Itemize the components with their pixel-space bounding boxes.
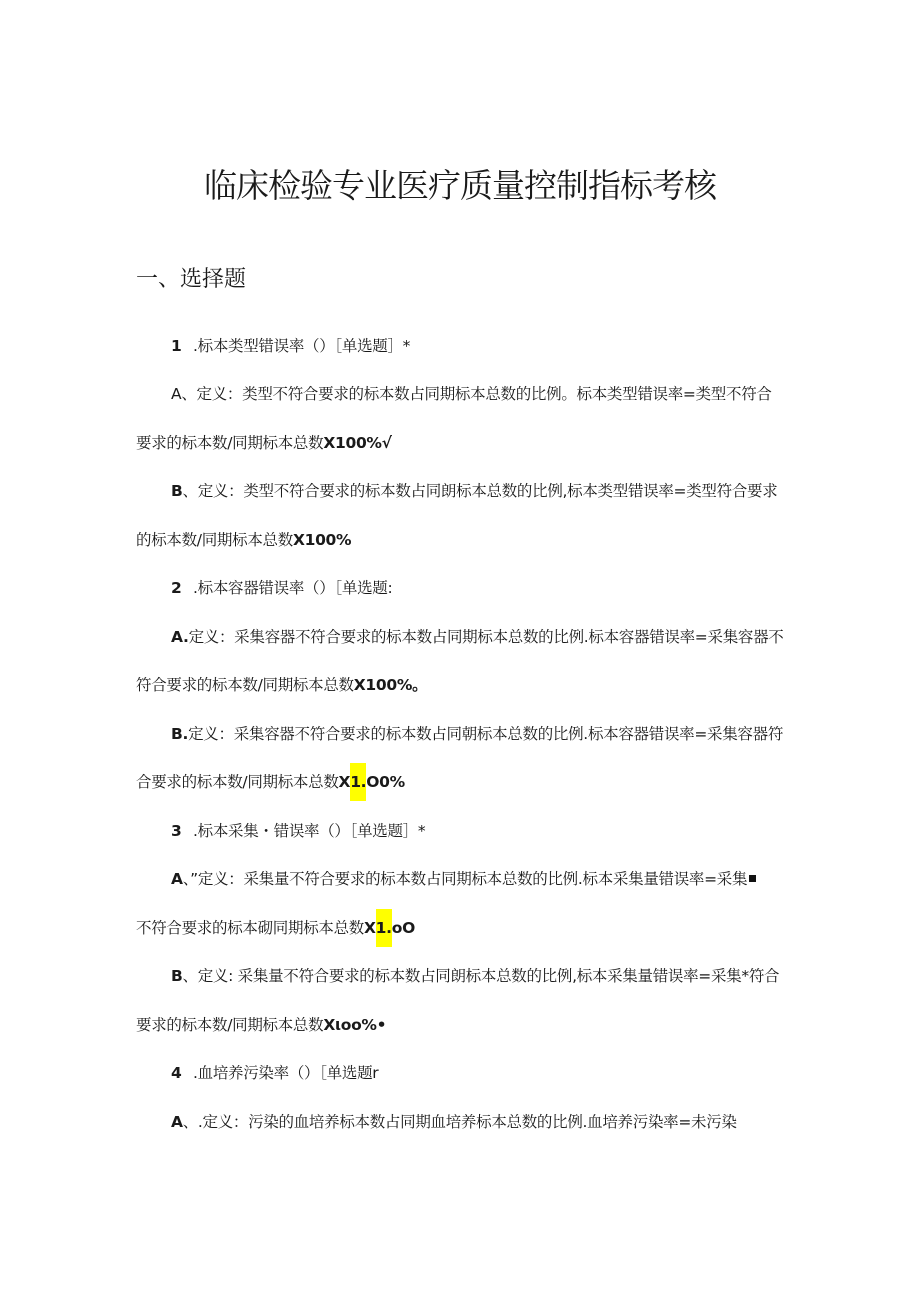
question-text: .血培养污染率（）［单选题r xyxy=(193,1064,379,1082)
option-text: 合要求的标本数/同期标本总数 xyxy=(136,773,339,791)
q2-option-b xyxy=(171,723,783,745)
option-label: A xyxy=(171,870,183,888)
question-text: .标本采集・错误率（）［单选题］* xyxy=(193,822,426,840)
q2-option-b-cont xyxy=(136,771,405,793)
option-text: 不符合要求的标本砌同期标本总数 xyxy=(136,919,365,937)
black-square-mark xyxy=(749,875,756,882)
q1-option-b-cont xyxy=(136,529,351,551)
section-heading: 一、选择题 xyxy=(136,267,247,292)
option-label: B. xyxy=(171,725,189,743)
question-1 xyxy=(171,335,410,357)
option-label: A xyxy=(171,385,182,403)
option-label: A. xyxy=(171,628,189,646)
option-formula-suffix: O0% xyxy=(366,773,405,791)
q1-option-a xyxy=(171,383,772,405)
question-text: .标本类型错误率（）［单选题］* xyxy=(193,337,411,355)
question-number: 2 xyxy=(171,579,182,597)
option-formula-prefix: X xyxy=(338,773,351,791)
option-text: 、定义：类型不符合要求的标本数占同朗标本总数的比例,标本类型错误率=类型符合要求 xyxy=(182,482,778,500)
q3-option-b xyxy=(171,965,779,987)
q4-option-a xyxy=(171,1111,737,1133)
option-text: 、”定义：采集量不符合要求的标本数占同期标本总数的比例.标本采集量错误率=采集 xyxy=(182,870,748,888)
highlighted-text: 1. xyxy=(376,909,392,947)
question-text: .标本容器错误率（）［单选题: xyxy=(193,579,393,597)
option-formula-prefix: X xyxy=(364,919,376,937)
option-text: 、定义: 采集量不符合要求的标本数占同朗标本总数的比例,标本采集量错误率=采集*符合 xyxy=(182,967,780,985)
option-text: 、定义：类型不符合要求的标本数占同期标本总数的比例。标本类型错误率=类型不符合 xyxy=(181,385,772,403)
option-label: B xyxy=(171,967,183,985)
option-formula: X100%。 xyxy=(353,676,428,694)
option-text: 的标本数/同期标本总数 xyxy=(136,531,293,549)
q2-option-a-cont xyxy=(136,674,427,696)
option-text: 定义：采集容器不符合要求的标本数占同期标本总数的比例.标本容器错误率=采集容器不 xyxy=(188,628,784,646)
q1-option-b xyxy=(171,480,777,502)
question-4 xyxy=(171,1062,378,1084)
question-number: 4 xyxy=(171,1064,182,1082)
question-number: 1 xyxy=(171,337,182,355)
option-formula: X100% xyxy=(292,531,352,549)
question-3 xyxy=(171,820,425,842)
q3-option-a xyxy=(171,868,756,890)
highlighted-text: 1. xyxy=(350,763,366,801)
option-label: B xyxy=(171,482,183,500)
q2-option-a xyxy=(171,626,784,648)
option-formula-suffix: oO xyxy=(391,919,415,937)
option-formula: Xιoo%• xyxy=(323,1016,387,1034)
option-label: A xyxy=(171,1113,183,1131)
q3-option-b-cont xyxy=(136,1014,386,1036)
option-text: 、.定义：污染的血培养标本数占同期血培养标本总数的比例.血培养污染率=未污染 xyxy=(182,1113,737,1131)
option-formula: X100%√ xyxy=(323,434,392,452)
document-title: 临床检验专业医疗质量控制指标考核 xyxy=(204,166,716,205)
q1-option-a-cont xyxy=(136,432,392,454)
option-text: 符合要求的标本数/同期标本总数 xyxy=(136,676,354,694)
q3-option-a-cont xyxy=(136,917,415,939)
question-number: 3 xyxy=(171,822,182,840)
question-2 xyxy=(171,577,392,599)
option-text: 要求的标本数/同期标本总数 xyxy=(136,1016,324,1034)
option-text: 要求的标本数/同期标本总数 xyxy=(136,434,324,452)
option-text: 定义：采集容器不符合要求的标本数占同朝标本总数的比例.标本容器错误率=采集容器符 xyxy=(188,725,784,743)
